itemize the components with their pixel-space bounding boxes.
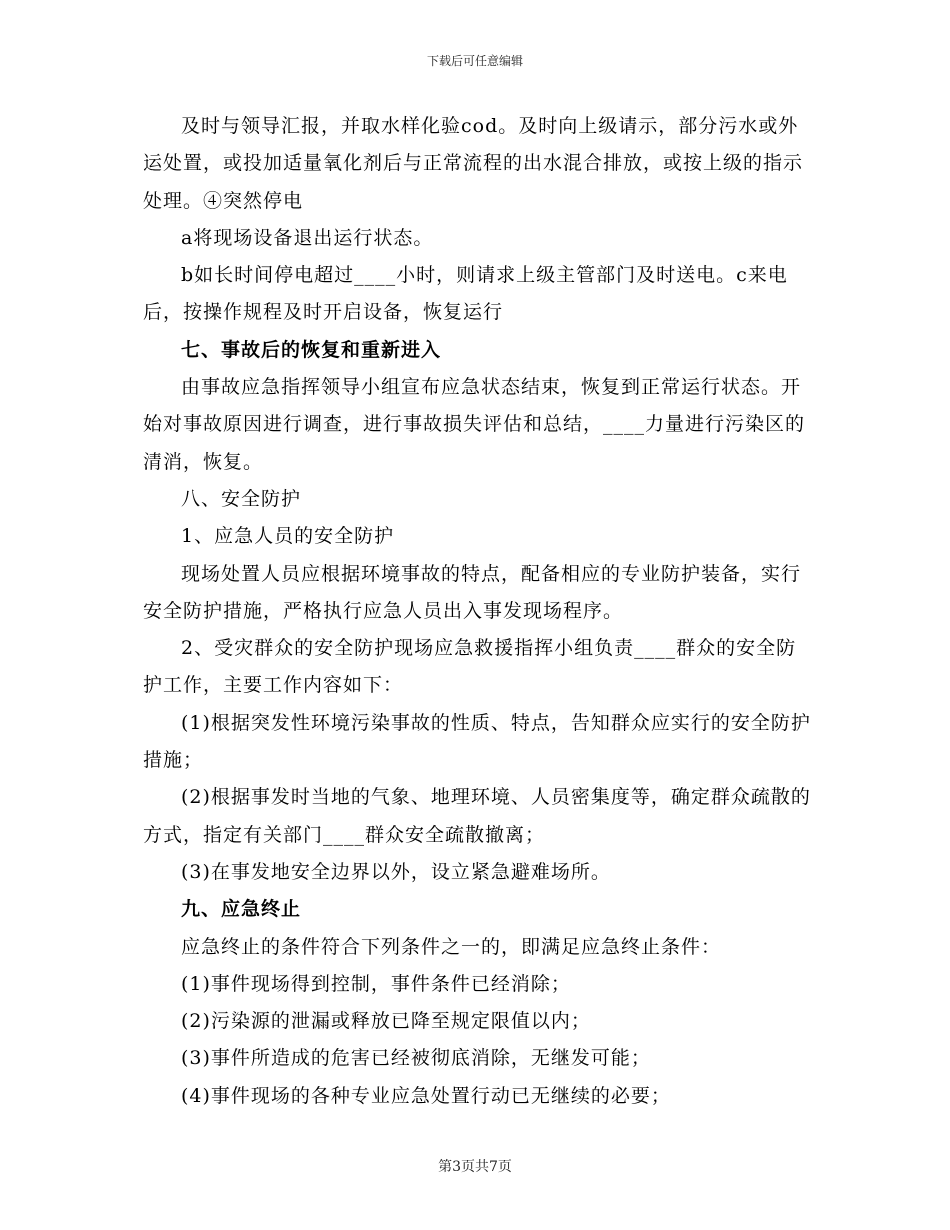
list-item: (4)事件现场的各种专业应急处置行动已无继续的必要；	[181, 1084, 671, 1107]
list-item: (2)污染源的泄漏或释放已降至规定限值以内；	[181, 1010, 591, 1033]
page-footer: 第3页共7页	[438, 1159, 512, 1175]
paragraph: 应急终止的条件符合下列条件之一的，即满足应急终止条件：	[181, 935, 722, 958]
paragraph: a将现场设备退出运行状态。	[181, 226, 434, 249]
list-item: (3)事件所造成的危害已经被彻底消除，无继发可能；	[181, 1047, 651, 1070]
section-heading: 八、安全防护	[181, 487, 302, 510]
paragraph: 由事故应急指挥领导小组宣布应急状态结束，恢复到正常运行状态。开始对事故原因进行调查，进行事故损失评估和总结，____力量进行污染区的清消，恢复。	[143, 376, 806, 473]
page-header: 下载后可任意编辑	[426, 54, 523, 68]
list-item: (2)根据事发时当地的气象、地理环境、人员密集度等，确定群众疏散的方式，指定有关部门____群众安全疏散撤离；	[143, 786, 811, 846]
section-heading: 九、应急终止	[181, 898, 302, 921]
subsection-heading: 1、应急人员的安全防护	[181, 525, 395, 548]
paragraph: 及时与领导汇报，并取水样化验cod。及时向上级请示，部分污水或外运处置，或投加适量氧化剂后与正常流程的出水混合排放，或按上级的指示处理。④突然停电	[143, 115, 804, 212]
list-item: (1)事件现场得到控制，事件条件已经消除；	[181, 972, 571, 995]
list-item: (1)根据突发性环境污染事故的性质、特点，告知群众应实行的安全防护措施；	[143, 711, 811, 772]
paragraph: 现场处置人员应根据环境事故的特点，配备相应的专业防护装备，实行安全防护措施，严格执行应急人员出入事发现场程序。	[143, 562, 802, 622]
paragraph: b如长时间停电超过____小时，则请求上级主管部门及时送电。c来电后，按操作规程及时开启设备，恢复运行	[143, 264, 788, 324]
paragraph: 2、受灾群众的安全防护现场应急救援指挥小组负责____群众的安全防护工作，主要工作内容如下：	[143, 637, 797, 697]
section-heading: 七、事故后的恢复和重新进入	[181, 338, 442, 361]
document-body	[143, 108, 811, 1115]
list-item: (3)在事发地安全边界以外，设立紧急避难场所。	[181, 860, 611, 883]
